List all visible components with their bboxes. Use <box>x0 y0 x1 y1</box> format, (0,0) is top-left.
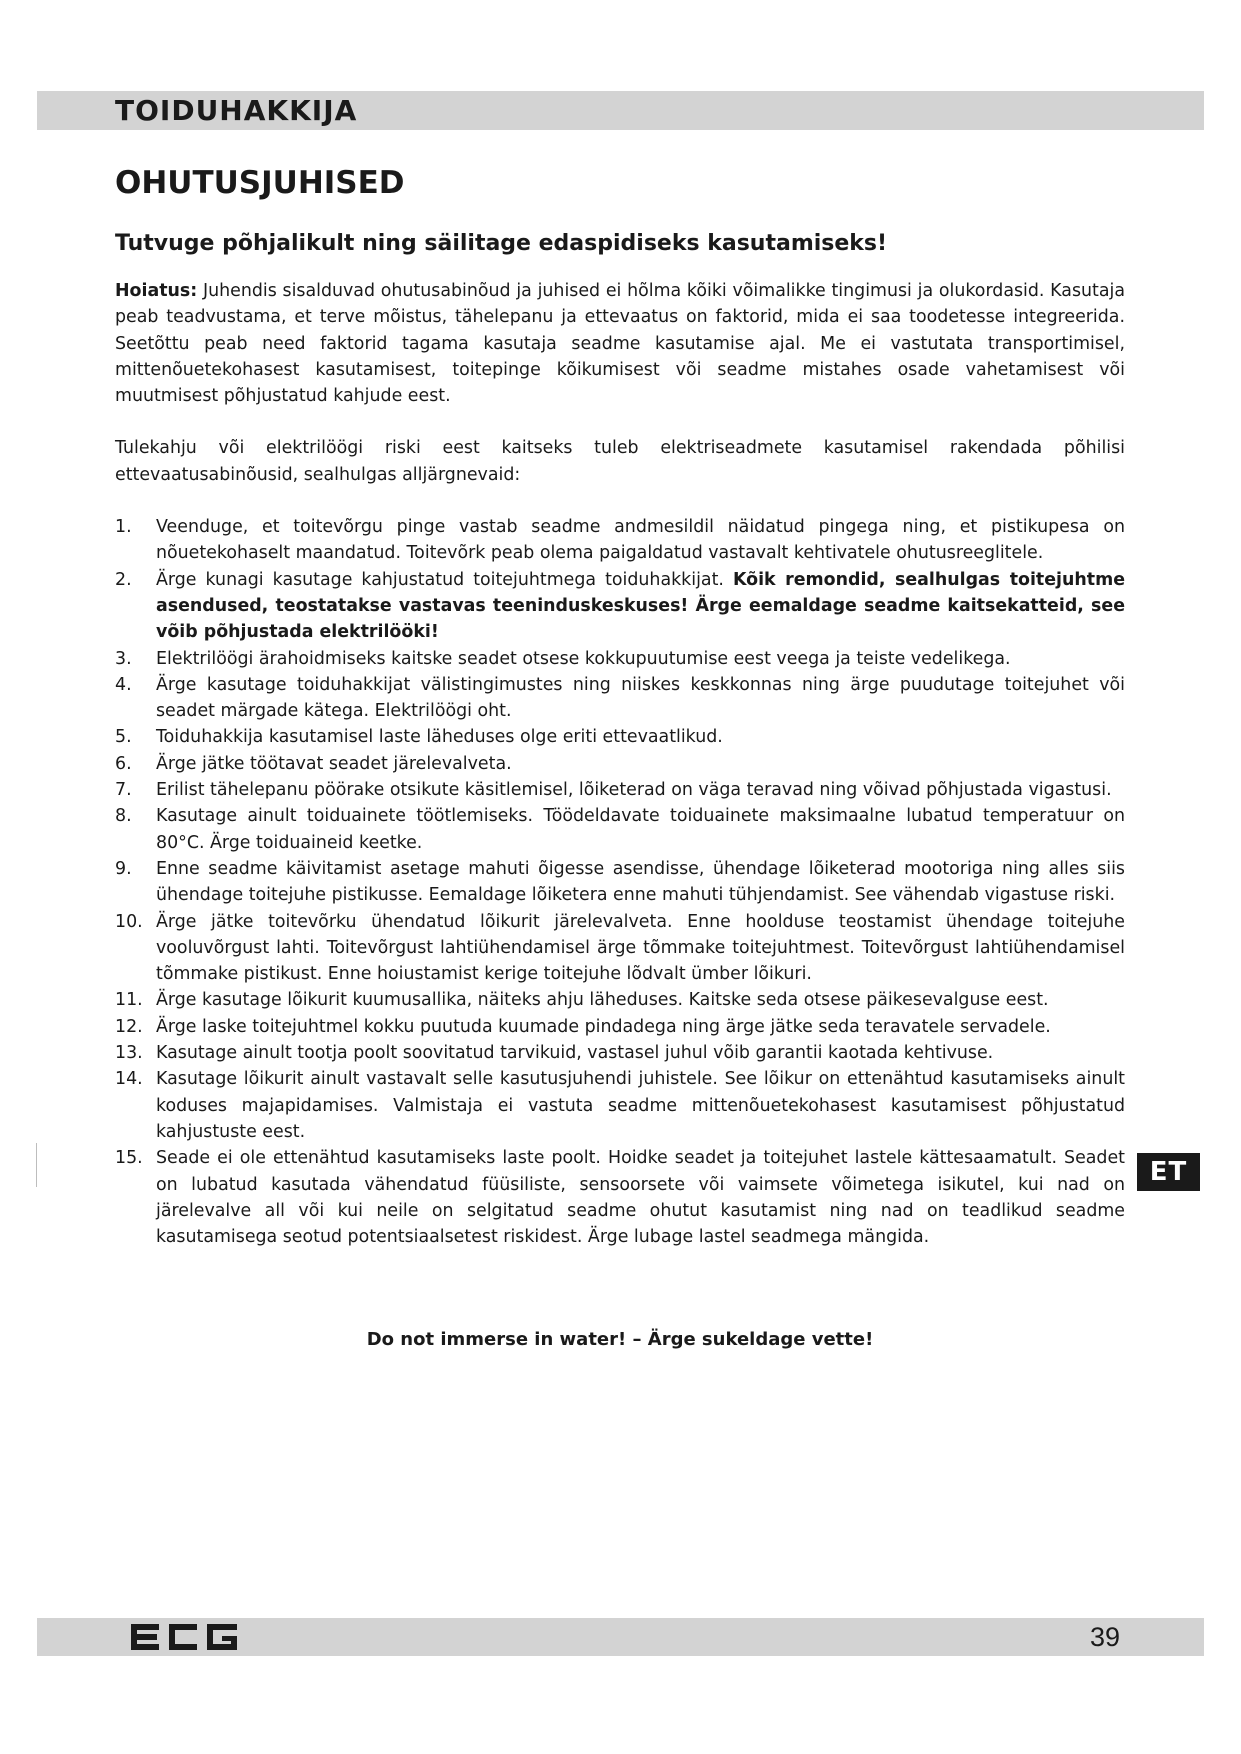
list-item-number: 9. <box>115 858 132 879</box>
list-item-text: Kasutage ainult tootja poolt soovitatud tarvikuid, vastasel juhul võib garantii kaotada kehtivuse. <box>156 1043 994 1064</box>
ecg-logo-graphic <box>131 1622 243 1652</box>
list-item-number: 12. <box>115 1016 143 1037</box>
safety-list <box>115 514 1125 1250</box>
list-item-number: 5. <box>115 727 132 748</box>
list-item <box>115 672 1125 725</box>
list-item-text: Ärge kasutage lõikurit kuumusallika, näiteks ahju läheduses. Kaitske seda otsese päikesevalguse eest. <box>156 990 1049 1011</box>
list-item-number: 6. <box>115 753 132 774</box>
list-item-number: 15. <box>115 1148 143 1169</box>
list-item-number: 10. <box>115 911 143 932</box>
list-item-number: 2. <box>115 569 132 590</box>
list-item-text: Ärge jätke toitevõrku ühendatud lõikurit järelevalveta. Enne hoolduse teostamist ühendage toitejuhe vooluvõrgust lahti. Toitevõrgust lahtiühendamisel ärge tõmmake toitejuhtmest. Toitevõrgust lahtiühendamisel tõmmake pistikust. Enne hoiustamist kerige toitejuhe lõdvalt ümber lõikuri. <box>156 911 1125 985</box>
list-item-text: Ärge laske toitejuhtmel kokku puutuda kuumade pindadega ning ärge jätke seda teravatele servadele. <box>156 1016 1051 1037</box>
list-item <box>115 1014 1125 1040</box>
list-item <box>115 724 1125 750</box>
list-item-text: Elektrilöögi ärahoidmiseks kaitske seadet otsese kokkupuutumise eest veega ja teiste vedelikega. <box>156 648 1011 669</box>
list-item <box>115 777 1125 803</box>
list-item <box>115 856 1125 909</box>
list-item <box>115 909 1125 988</box>
list-item-number: 14. <box>115 1069 143 1090</box>
section-title: OHUTUSJUHISED <box>115 165 405 201</box>
warning-text: Juhendis sisalduvad ohutusabinõud ja juhised ei hõlma kõiki võimalikke tingimusi ja olukordasid. Kasutaja peab teadvustama, et terve mõistus, tähelepanu ja ettevaatus on faktorid, mida ei saa toodetesse integreerida. Seetõttu peab need faktorid tagama kasutaja seadme kasutamise ajal. Me ei vastutata transportimisel, mittenõuetekohasest kasutamisest, toitepinge kõikumisest või seadme mistahes osade vahetamisest või muutmisest põhjustatud kahjude eest. <box>115 281 1125 407</box>
list-item-text: Kasutage lõikurit ainult vastavalt selle kasutusjuhendi juhistele. See lõikur on ettenähtud kasutamiseks ainult koduses majapidamises. Valmistaja ei vastuta seadme mittenõuetekohasest kasutamisest põhjustatud kahjustuste eest. <box>156 1069 1125 1142</box>
list-item-number: 4. <box>115 674 132 695</box>
list-item-emphasis: Kõik remondid, sealhulgas toitejuhtme asendused, teostatakse vastavas teeninduskeskuses! Ärge eemaldage seadme kaitsekatteid, see võib põhjustada elektrilööki! <box>156 569 1125 643</box>
list-item-text: Erilist tähelepanu pöörake otsikute käsitlemisel, lõiketerad on väga teravad ning võivad põhjustada vigastusi. <box>156 780 1112 801</box>
list-item-text: Kasutage ainult toiduainete töötlemiseks. Töödeldavate toiduainete maksimaalne lubatud temperatuur on 80°C. Ärge toiduaineid keetke. <box>156 806 1125 853</box>
list-item <box>115 1066 1125 1145</box>
list-item <box>115 987 1125 1013</box>
list-item-text: Ärge kunagi kasutage kahjustatud toitejuhtmega toiduhakkijat. <box>156 569 733 590</box>
list-item-number: 11. <box>115 990 143 1011</box>
intro-paragraph: Tulekahju või elektrilöögi riski eest kaitseks tuleb elektriseadmete kasutamisel rakendada põhilisi ettevaatusabinõusid, sealhulgas alljärgnevaid: <box>115 438 1125 485</box>
list-item-text: Veenduge, et toitevõrgu pinge vastab seadme andmesildil näidatud pingega ning, et pistikupesa on nõuetekohaselt maandatud. Toitevõrk peab olema paigaldatud vastavalt kehtivatele ohutusreeglitele. <box>156 517 1125 564</box>
list-item <box>115 514 1125 567</box>
list-item <box>115 803 1125 856</box>
document-title: TOIDUHAKKIJA <box>115 94 358 127</box>
page-number: 39 <box>1089 1622 1120 1652</box>
list-item <box>115 567 1125 646</box>
margin-mark <box>36 1143 37 1187</box>
list-item-number: 3. <box>115 648 132 669</box>
list-item-number: 7. <box>115 780 132 801</box>
warning-label: Hoiatus: <box>115 281 198 301</box>
list-item-text: Seade ei ole ettenähtud kasutamiseks laste poolt. Hoidke seadet ja toitejuhet lastele kättesaamatult. Seadet on lubatud kasutada vähendatud füüsiliste, sensoorsete või vaimsete võimetega isikutel, kui nad on järelevalve all või kui neile on selgitatud seadme ohutut kasutamist ning nad on teadlikud seadme kasutamisega seotud potentsiaalsetest riskidest. Ärge lubage lastel seadmega mängida. <box>156 1148 1125 1248</box>
list-item <box>115 1040 1125 1066</box>
list-item-text: Ärge kasutage toiduhakkijat välistingimustes ning niiskes keskkonnas ning ärge puudutage toitejuhet või seadet märgade kätega. Elektrilöögi oht. <box>156 674 1125 722</box>
ecg-logo <box>131 1622 243 1656</box>
safety-instructions <box>115 278 1125 1250</box>
list-item-text: Enne seadme käivitamist asetage mahuti õigesse asendisse, ühendage lõiketerad mootoriga ning alles siis ühendage toitejuhe pistikusse. Eemaldage lõiketera enne mahuti tühjendamist. See vähendab vigastuse riski. <box>156 858 1125 906</box>
list-item-text: Ärge jätke töötavat seadet järelevalveta. <box>156 753 512 774</box>
list-item-number: 13. <box>115 1043 143 1064</box>
list-item <box>115 1145 1125 1250</box>
list-item-number: 1. <box>115 517 132 538</box>
subtitle: Tutvuge põhjalikult ning säilitage edaspidiseks kasutamiseks! <box>115 231 888 256</box>
water-warning: Do not immerse in water! – Ärge sukeldage vette! <box>366 1329 874 1350</box>
list-item <box>115 646 1125 672</box>
list-item-text: Toiduhakkija kasutamisel laste läheduses olge eriti ettevaatlikud. <box>156 727 723 748</box>
list-item <box>115 751 1125 777</box>
warning-paragraph <box>115 278 1125 409</box>
language-tab: ET <box>1137 1153 1200 1191</box>
list-item-number: 8. <box>115 806 132 827</box>
